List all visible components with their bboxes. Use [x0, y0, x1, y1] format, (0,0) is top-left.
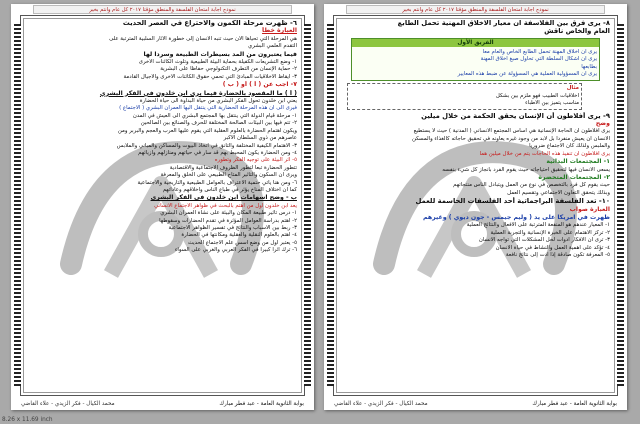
text-line: يسعى الانسان فيها لتحقيق احتياجاته حيث يقوم الفرد بانجاز كل شيء بنفسه — [442, 166, 610, 173]
footer-authors: محمد الكيال - فكر الزيدي - علاء القاضي — [334, 400, 428, 407]
text-line: ٢- تركز الاهتمام على الخبرة الإنسانية والتجربة العملية — [490, 229, 610, 236]
text-line: ١- مرحلة قيام الدولة التي ينتقل بها المجتمع البشري الى العيش في المدن — [132, 112, 297, 119]
text-line: ٥- المعرفة تكون صادقة إذا أدت إلى نتائج نافعة — [505, 251, 610, 258]
footer-site: بوابة الثانوية العامة - عبد فطر مبارك — [219, 400, 304, 407]
page-size-indicator: 8.26 x 11.69 inch — [2, 417, 53, 423]
text-line: ٣- الاهتمام الكيفية المختلفة والتأنق في اتخاذ البيوت والمساكن والمباني والملابس — [116, 142, 297, 149]
page-banner: نموذج اجابة امتحان الفلسفة والمنطق مؤقتا ٢٠١٧ كل عام وانتم بخير — [33, 5, 292, 14]
decorative-strip — [304, 24, 311, 386]
page-text — [28, 19, 297, 392]
document-page-left — [11, 4, 314, 410]
text-line: ١- وضع التشريعات الكفيلة بحماية البيئة الطبيعية وتلوث الكائنات الأخرى — [138, 59, 297, 66]
text-line: ٤- اهتم بالعلوم النقلية والعقلية ومكانتها في الحضارة — [181, 232, 297, 239]
text-line: هي المرحلة التي تحياها الآن حيث تنبه الانسان إلى خطورة الآثار السلبية المترتبة على — [109, 35, 297, 42]
text-line: ( أ ) ما المقصود بالحضارة فيما يرى ابن خلدون في الفكر البشري — [99, 89, 297, 97]
text-line: يرى أفلاطون أن الحاجة الإنسانية هي أساس المجتمع الانساني ( المدنية ) حيث لا يستطيع — [413, 128, 610, 135]
text-line: ٥- أثر البيئة على توجيه الفكر وتطوره — [214, 157, 297, 164]
text-line: العبارة صواب — [569, 205, 610, 213]
text-line: يرى ان أشكال السلطة التي تحاول صبغ أخلاق المهنة — [480, 56, 597, 63]
decorative-strip — [14, 24, 21, 386]
text-line: الانسان ان يعيش منفردا بل لابد من وجود غيره يعاونه في تحقيق حاجاته كالغذاء والمسكن — [411, 135, 610, 142]
text-line: التقدم العلمي البشري — [248, 43, 297, 50]
example-label: مثال — [566, 85, 579, 92]
text-line: ٢- اهتم بدراسة العوامل المؤثرة في تقدم الحضارات وسقوطها — [159, 217, 297, 224]
callout-box — [351, 38, 600, 82]
text-line: ٦- ومن هنا يأتي حتمية الاعتراف بالعوامل الطبيعية والتاريخية والاجتماعية — [137, 179, 297, 186]
text-line: ويرى ان السكون والتأثير المتاح الطبيعي على الخلق والمعرفة — [160, 172, 297, 179]
footer-authors: محمد الكيال - فكر الزيدي - علاء القاضي — [21, 400, 115, 407]
page-banner: نموذج اجابة امتحان الفلسفة والمنطق مؤقتا ٢٠١٧ كل عام وانتم بخير — [346, 5, 605, 14]
text-line: ٢- المجتمعات المتحضرة — [538, 173, 610, 181]
text-line: يرى أفلاطون أن تنفيذ هذه الحاجات يتم من خلال ميلين هما — [479, 150, 610, 157]
text-line: حيث يقوم كل فرد بالتخصص في نوع من العمل ويتبادل الناس منتجاتهم — [453, 182, 610, 189]
text-line: ٣- ربط بين الأسباب والنتائج في تفسير الظواهر الاجتماعية — [168, 224, 297, 231]
text-line: ويكون اهتمام الحضارة بالعلوم العقلية التي يقوم عليها العرب والعجم والبربر ومن — [117, 127, 297, 134]
text-line: أخلاقيات الطبيب فهو ملزم بين بشكل — [495, 92, 579, 99]
text-line: ٢- حماية الإنسان من التطرف التكنولوجي حفاظا على البشرية — [160, 66, 297, 73]
text-line: ٨- يرى فرق بين الفلاسفة ان معيار الاخلاق المهنية تحمل الطابع — [397, 19, 610, 27]
text-line: ٦- ظهرت مرحلة الكمون والاحتراع في العصر الحديث — [122, 19, 297, 27]
text-line: ٤- ومن الحضارة يكون المحيط بهم قد سار في حياتهم ومنازلهم وأزيائهم — [138, 149, 297, 156]
page-text — [341, 19, 610, 392]
text-line: بطابعها — [581, 63, 597, 70]
text-line: كما ان اختلاف المناخ يؤثر في طباع الناس واخلاقهم وعاداتهم — [162, 186, 297, 193]
text-line: فيما يعتبرون من المد بسيطرات الطبيعة وسردا لها — [143, 50, 297, 58]
document-page-right — [324, 4, 627, 410]
text-line: العبارة خطأ — [262, 27, 297, 35]
text-line: يعني ابن خلدون تحول الفكر البشري من حياة البداوة الى حياة الحضارة — [139, 98, 297, 105]
text-line: ٦- ترك أثرا كبيرا في الفكر العربي والغربي على السواء — [174, 247, 297, 254]
text-line: العام والخاص ناقش — [544, 27, 610, 36]
text-line: عاصرهم من ذوي السلطان الأكبر — [223, 135, 297, 142]
text-line: ب - وضح اسهامات ابن خلدون في الفكر البشري — [150, 194, 297, 202]
decorative-strip — [617, 24, 624, 386]
example-box — [347, 83, 582, 109]
footer-site: بوابة الثانوية العامة - عبد فطر مبارك — [532, 400, 617, 407]
page-footer — [21, 398, 304, 409]
text-line: ١- المجتمعات البدائية — [546, 158, 610, 166]
text-line: ٩- يرى أفلاطون أن الإنسان يحقق الحكمة من خلال ميلين — [421, 111, 610, 120]
text-line: ٣- ترى أن الأفكار أدوات لحل المشكلات التي تواجه الانسان — [478, 237, 610, 244]
decorative-strip — [327, 24, 334, 386]
text-line: وضح — [595, 120, 610, 128]
text-line: يرى أن أخلاق المهنة تحمل الطابع الخاص والعام معا — [482, 48, 597, 55]
text-line: ٧- اجب عن ( أ ) أو ( ب ) — [222, 81, 297, 89]
text-line: وبذلك يتحقق التعاون الاجتماعي وتقسيم العمل — [507, 189, 610, 196]
text-line: ١٠- تعد الفلسفة البراجماتية أحد الفلسفات الحاسمة للعمل — [415, 197, 610, 206]
text-line: مناسب يتميز بين الأطباء — [525, 100, 579, 107]
text-line: ٢- تتم فيها بين البيئات الصالحة المختلفة للحرف والصنائع بين الصالحين — [140, 120, 297, 127]
text-line: ٥- يعتبر أول من وضع أسس علم الاجتماع الحديث — [187, 239, 297, 246]
text-line: يرى أن المسؤولية العملية هي المسؤولة عن ضبط هذه المعايير — [457, 71, 597, 78]
page-footer — [334, 398, 617, 409]
text-line: يعد ابن خلدون أول من اهتم بالبحث في ظواهر الاجتماع الانساني — [154, 202, 297, 209]
text-line: ٤- تؤكد على أهمية العمل والنشاط في حياة الانسان — [495, 244, 610, 251]
callout-title: الفريق الأول — [352, 39, 599, 47]
text-line: ١- المعيار عندهم هو المنفعة المترتبة على الأفعال والنتائج العملية — [466, 222, 610, 229]
text-line: ١- درس تأثير طبيعة المكان والبيئة على نشأة العمران البشري — [160, 210, 297, 217]
text-line: والملبس ولذلك كان الاجتماع ضروريا — [529, 143, 610, 150]
text-line: ظهرت في امريكا على يد ( وليم جيمس - جون ديوي ) وغيرهم — [422, 213, 610, 221]
text-line: تتطور الحضارة تبعا لتطور الظروف الاجتماعية والاقتصادية — [169, 164, 297, 171]
text-line: فيرى الى ان هذه المرحلة الحضارية التي ينتقل اليها العمران البشري ( الاجتماع ) — [119, 105, 297, 112]
text-line: ٣- ايقاظ الأخلاقيات المبادئ التي تحمي حقوق الكائنات الأخرى والأجيال القادمة — [123, 73, 297, 80]
